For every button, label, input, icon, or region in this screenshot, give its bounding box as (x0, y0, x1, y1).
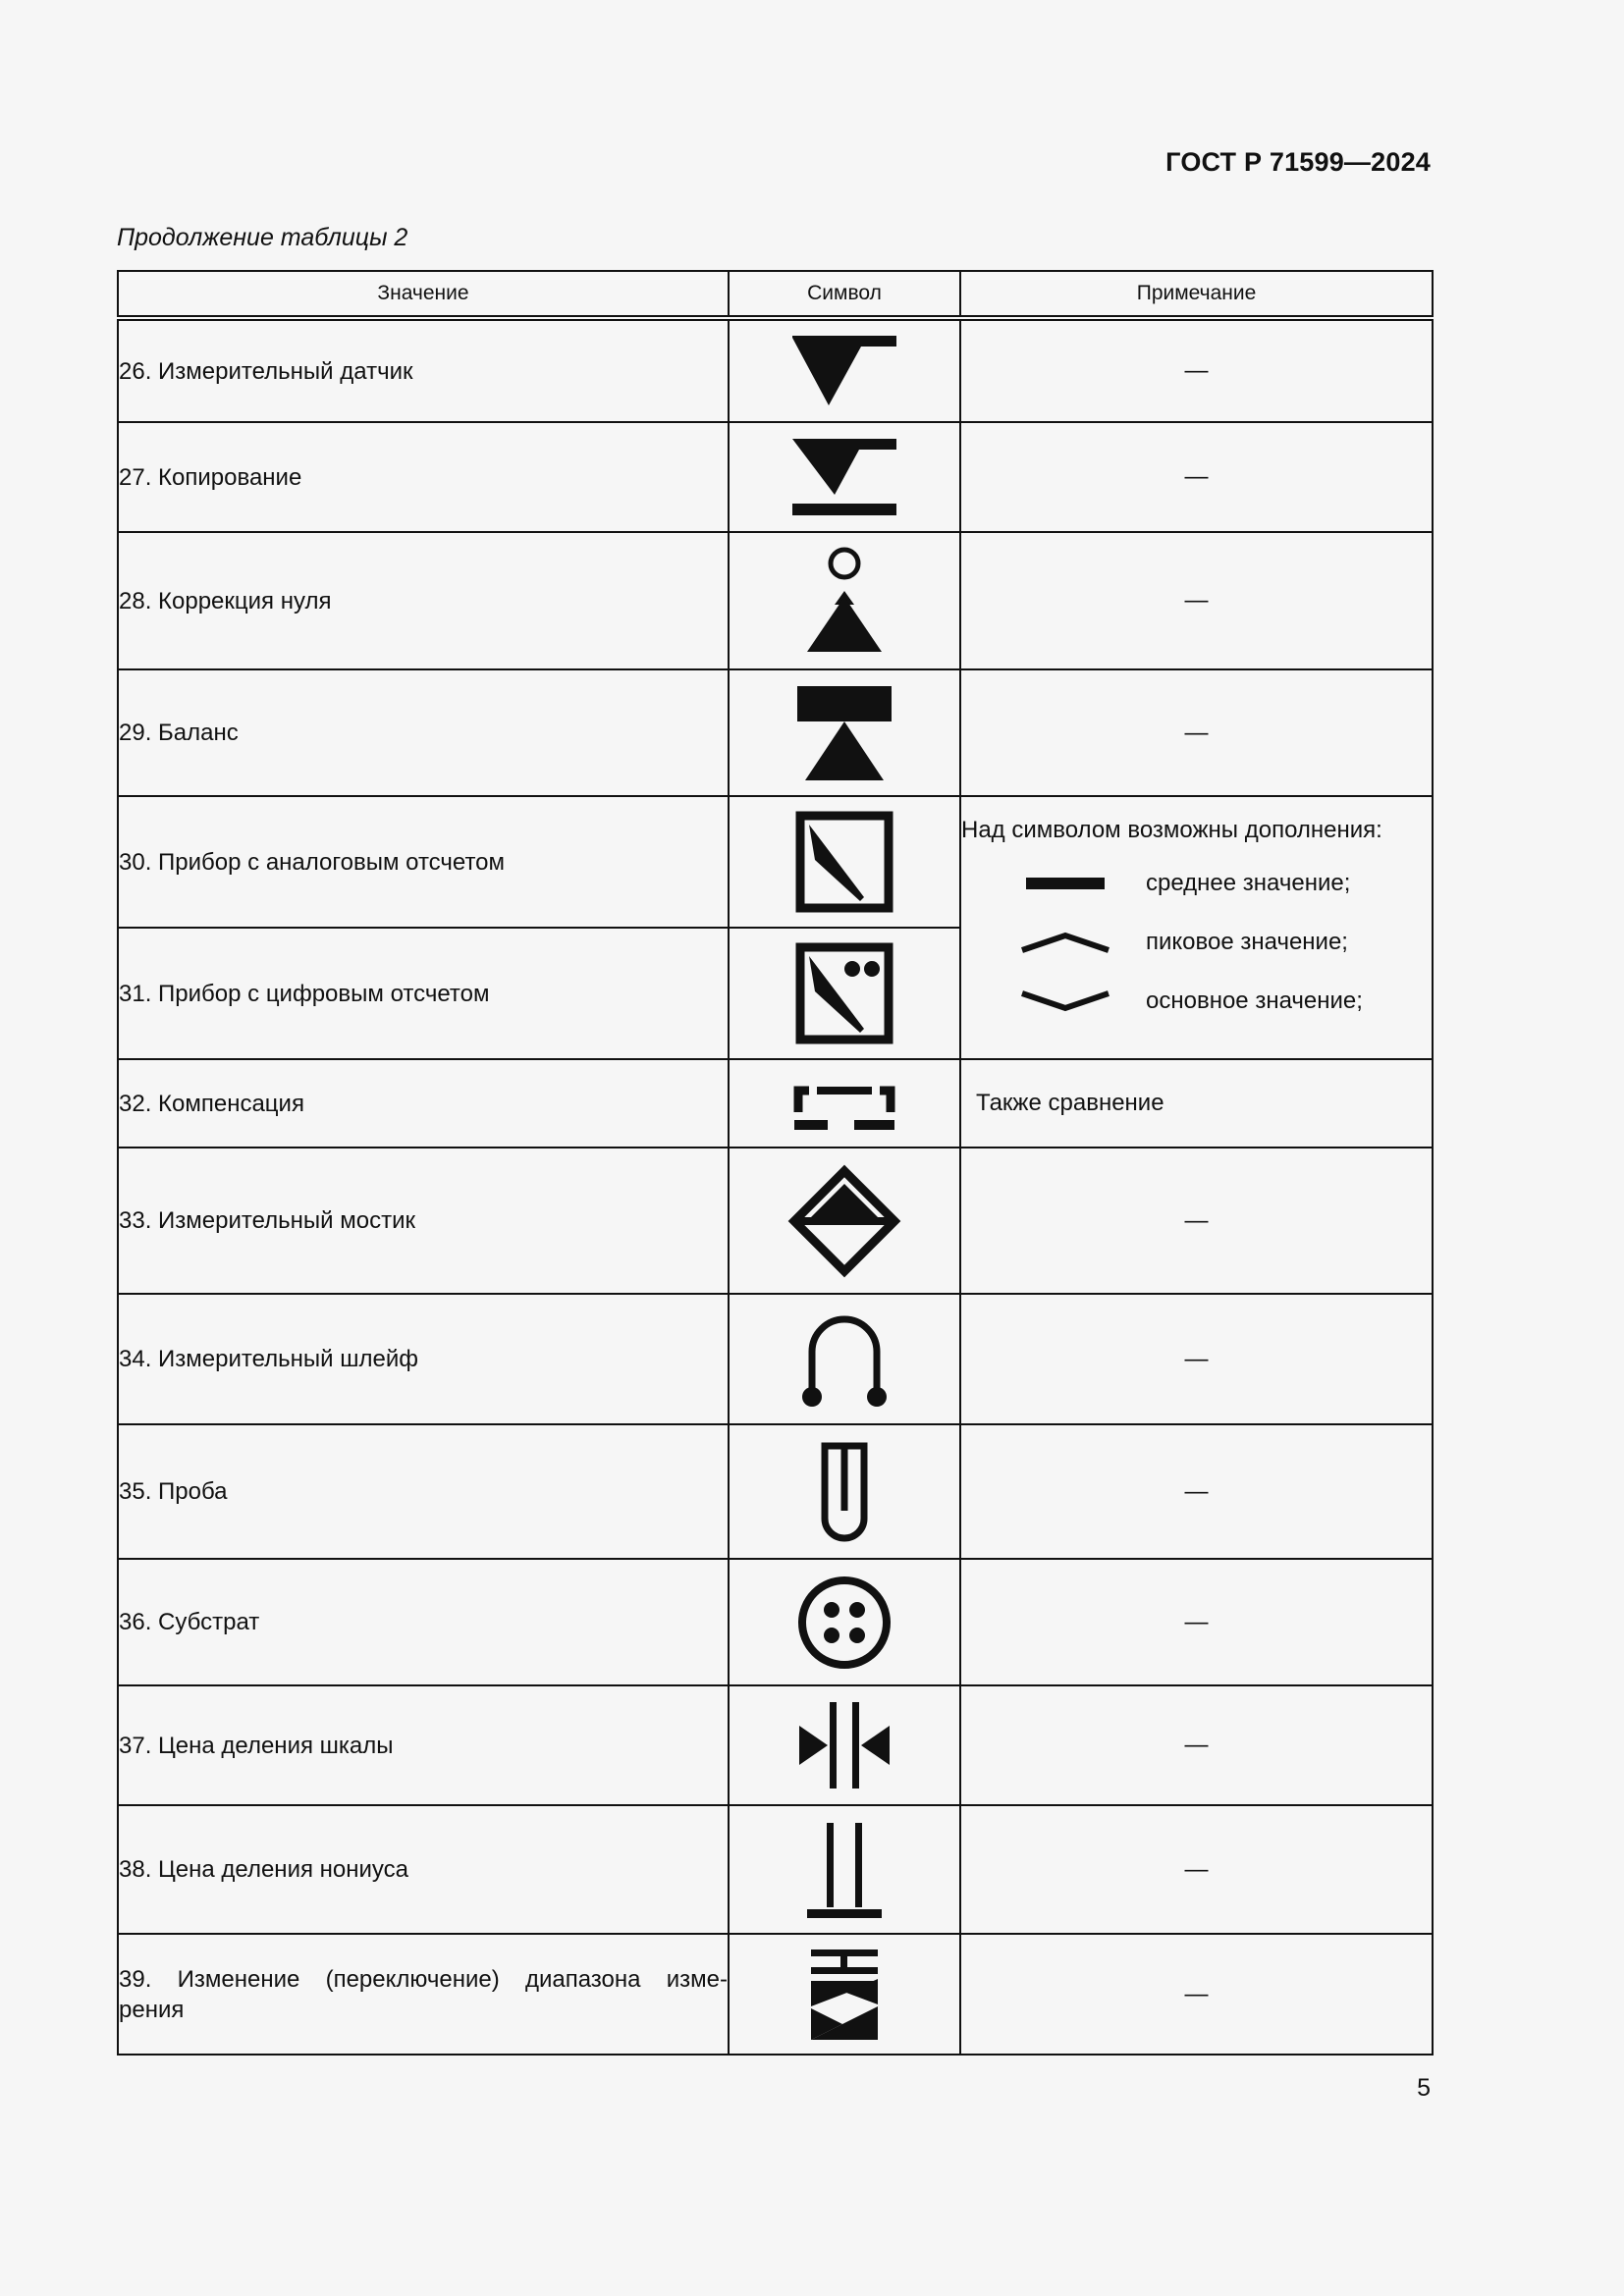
row-note: — (960, 1685, 1433, 1805)
substrate-icon (795, 1574, 893, 1672)
row-meaning: 39. Изменение (переключение) диапазона изме- рения (118, 1934, 729, 2055)
row-meaning: 28. Коррекция нуля (118, 532, 729, 669)
table-row (118, 1424, 1433, 1559)
caret-up-icon (1020, 932, 1110, 953)
table-row (118, 1805, 1433, 1934)
row-meaning: 29. Баланс (118, 669, 729, 796)
row-note: — (960, 1294, 1433, 1424)
table-row (118, 1685, 1433, 1805)
table-row (118, 318, 1433, 422)
row-note: — (960, 669, 1433, 796)
bar-icon (1026, 877, 1105, 890)
row-note: Также сравнение (960, 1059, 1433, 1148)
standard-designation: ГОСТ Р 71599—2024 (1165, 147, 1431, 177)
note-item: основное значение; (961, 972, 1432, 1031)
vernier-division-icon (805, 1821, 884, 1919)
table-row (118, 422, 1433, 532)
row-meaning: 34. Измерительный шлейф (118, 1294, 729, 1424)
row-note: — (960, 1424, 1433, 1559)
copying-icon (790, 437, 898, 517)
row-note: — (960, 1559, 1433, 1685)
row-meaning: 30. Прибор с аналоговым отсчетом (118, 796, 729, 928)
instrument-display-note (960, 796, 1433, 1059)
note-item: пиковое значение; (961, 913, 1432, 972)
compensation-icon (793, 1074, 895, 1133)
row-note: — (960, 318, 1433, 422)
note-item: среднее значение; (961, 854, 1432, 913)
row-meaning: 35. Проба (118, 1424, 729, 1559)
sample-icon (817, 1440, 872, 1544)
range-change-icon (807, 1948, 882, 2042)
row-meaning: 31. Прибор с цифровым отсчетом (118, 928, 729, 1059)
column-header-meaning: Значение (118, 271, 729, 318)
row-meaning: 32. Компенсация (118, 1059, 729, 1148)
table-header-row (118, 271, 1433, 318)
table-row (118, 1934, 1433, 2055)
digital-instrument-icon (795, 942, 893, 1044)
row-meaning: 26. Измерительный датчик (118, 318, 729, 422)
scale-division-icon (797, 1700, 892, 1790)
symbols-table (117, 270, 1434, 2056)
measuring-bridge-icon (787, 1164, 901, 1278)
row-meaning: 38. Цена деления нониуса (118, 1805, 729, 1934)
row-note: — (960, 422, 1433, 532)
column-header-note: Примечание (960, 271, 1433, 318)
table-row (118, 1148, 1433, 1294)
note-intro: Над символом возможны дополнения: (961, 817, 1382, 843)
measuring-sensor-icon (790, 334, 898, 408)
table-row (118, 669, 1433, 796)
caret-down-icon (1020, 990, 1110, 1012)
table-continuation-caption: Продолжение таблицы 2 (117, 224, 408, 251)
row-meaning: 27. Копирование (118, 422, 729, 532)
page-number: 5 (1417, 2074, 1431, 2102)
table-row (118, 1059, 1433, 1148)
analog-instrument-icon (795, 811, 893, 913)
row-meaning: 36. Субстрат (118, 1559, 729, 1685)
zero-correction-icon (805, 546, 884, 656)
table-row (118, 1294, 1433, 1424)
row-note: — (960, 1805, 1433, 1934)
row-note: — (960, 1148, 1433, 1294)
balance-icon (795, 684, 893, 782)
table-row (118, 532, 1433, 669)
row-meaning: 33. Измерительный мостик (118, 1148, 729, 1294)
table-row (118, 796, 1433, 928)
row-note: — (960, 532, 1433, 669)
row-meaning: 37. Цена деления шкалы (118, 1685, 729, 1805)
column-header-symbol: Символ (729, 271, 960, 318)
row-note: — (960, 1934, 1433, 2055)
table-row (118, 1559, 1433, 1685)
measuring-loop-icon (800, 1310, 889, 1409)
